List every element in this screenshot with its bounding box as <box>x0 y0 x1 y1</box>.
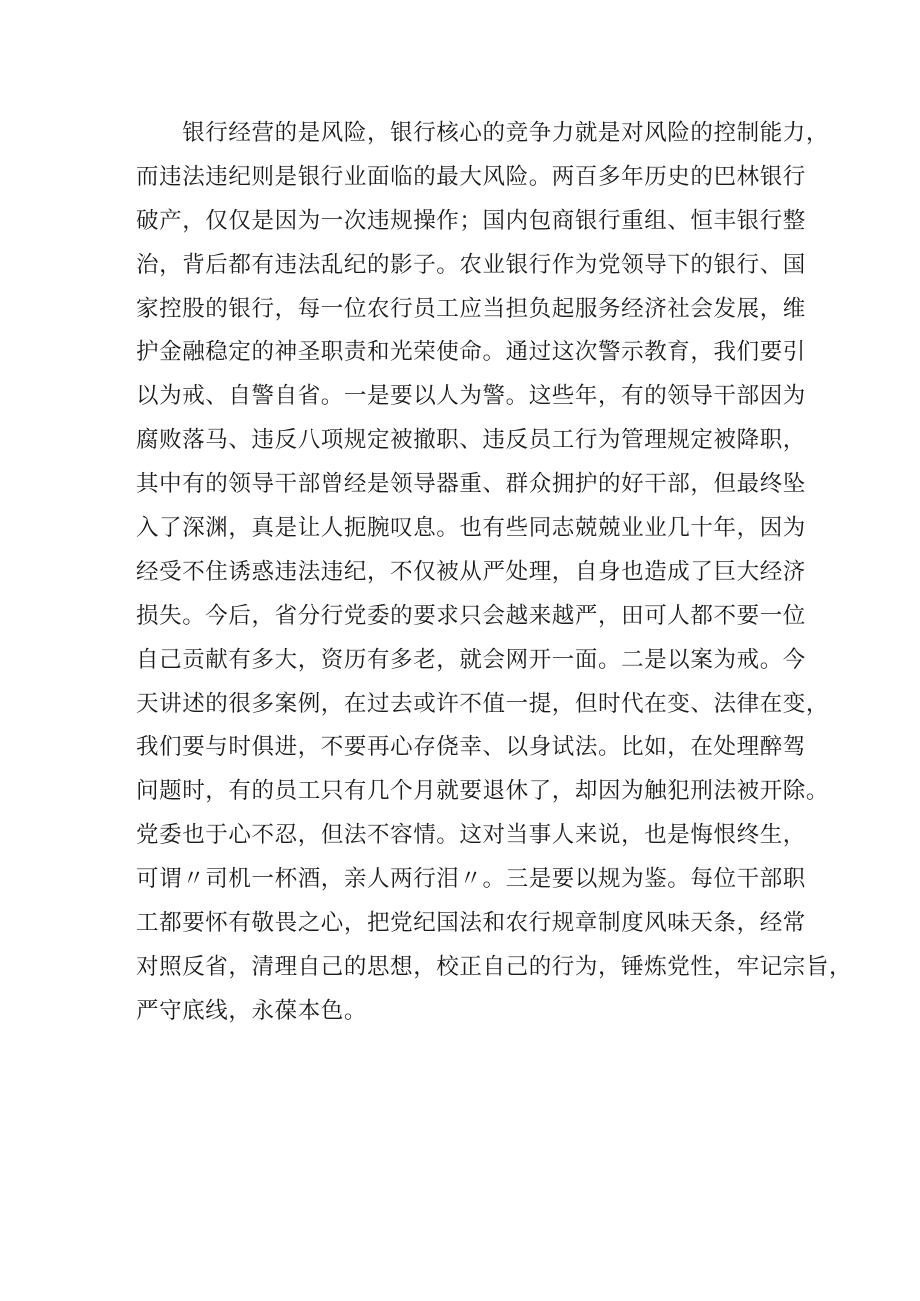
paragraph-line: 破产，仅仅是因为一次违规操作；国内包商银行重组、恒丰银行整 <box>136 207 806 234</box>
paragraph-line: 可谓〃司机一杯酒，亲人两行泪〃。三是要以规为鉴。每位干部职 <box>136 866 806 893</box>
paragraph-line: 其中有的领导干部曾经是领导器重、群众拥护的好干部，但最终坠 <box>136 471 806 498</box>
paragraph-line: 入了深渊，真是让人扼腕叹息。也有些同志兢兢业业几十年，因为 <box>136 515 806 542</box>
paragraph-line: 严守底线，永葆本色。 <box>136 997 368 1024</box>
paragraph-line: 天讲述的很多案例，在过去或许不值一提，但时代在变、法律在变， <box>136 690 830 717</box>
paragraph-line: 腐败落马、违反八项规定被撤职、违反员工行为管理规定被降职， <box>136 427 806 454</box>
body-paragraph <box>136 112 853 1034</box>
paragraph-line: 银行经营的是风险，银行核心的竞争力就是对风险的控制能力， <box>136 120 830 146</box>
paragraph-line: 自己贡献有多大，资历有多老，就会网开一面。二是以案为戒。今 <box>136 646 806 673</box>
paragraph-line: 家控股的银行，每一位农行员工应当担负起服务经济社会发展，维 <box>136 295 806 322</box>
paragraph-line: 护金融稳定的神圣职责和光荣使命。通过这次警示教育，我们要引 <box>136 339 806 366</box>
paragraph-line: 而违法违纪则是银行业面临的最大风险。两百多年历史的巴林银行 <box>136 163 806 190</box>
paragraph-line: 问题时，有的员工只有几个月就要退休了，却因为触犯刑法被开除。 <box>136 778 830 805</box>
paragraph-line: 治，背后都有违法乱纪的影子。农业银行作为党领导下的银行、国 <box>136 251 806 278</box>
paragraph-line: 以为戒、自警自省。一是要以人为警。这些年，有的领导干部因为 <box>136 383 806 410</box>
paragraph-line: 我们要与时俱进，不要再心存侥幸、以身试法。比如，在处理醉驾 <box>136 734 806 761</box>
paragraph-line: 党委也于心不忍，但法不容情。这对当事人来说，也是悔恨终生， <box>136 822 806 849</box>
paragraph-line: 经受不住诱惑违法违纪，不仅被从严处理，自身也造成了巨大经济 <box>136 558 806 585</box>
paragraph-line: 损失。今后，省分行党委的要求只会越来越严，田可人都不要一位 <box>136 602 806 629</box>
paragraph-line: 工都要怀有敬畏之心，把党纪国法和农行规章制度风味天条，经常 <box>136 910 806 937</box>
paragraph-line: 对照反省，清理自己的思想，校正自己的行为，锤炼党性，牢记宗旨， <box>136 953 853 980</box>
